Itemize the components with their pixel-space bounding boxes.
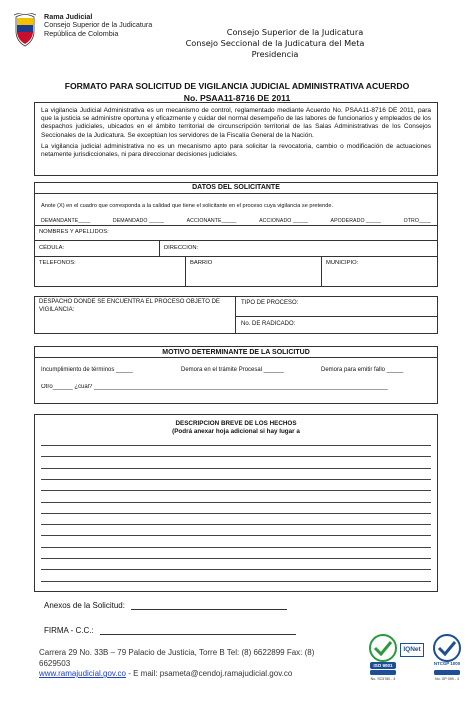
ntcgp-number: No. GP 059 - 4 <box>435 677 459 681</box>
despacho-right-column <box>235 297 437 333</box>
description-writing-line[interactable] <box>41 524 431 525</box>
telefonos-label: TELEFONOS: <box>39 260 76 266</box>
description-writing-line[interactable] <box>41 468 431 469</box>
nombres-label: NOMBRES Y APELLIDOS: <box>39 229 109 235</box>
description-writing-line[interactable] <box>41 502 431 503</box>
description-writing-line[interactable] <box>41 490 431 491</box>
description-writing-line[interactable] <box>41 569 431 570</box>
descripcion-title-block <box>35 415 437 435</box>
telefonos-row <box>35 256 437 287</box>
descripcion-section <box>34 414 438 592</box>
cedula-field[interactable] <box>35 241 159 256</box>
motivo-option-terminos[interactable]: Incumplimiento de términos _____ <box>41 367 133 373</box>
intro-box <box>34 102 438 176</box>
description-writing-line[interactable] <box>41 535 431 536</box>
descripcion-subtitle: (Podrá anexar hoja adicional si hay lugar a <box>172 427 300 435</box>
motivo-option-otro[interactable]: Otro______ ¿cuál? ________________________________________________________________________________________ <box>41 384 388 390</box>
role-demandado[interactable]: DEMANDADO _____ <box>112 218 164 224</box>
telefonos-field[interactable] <box>35 257 185 287</box>
header-institution <box>150 27 400 60</box>
intro-paragraph-1: La vigilancia Judicial Administrativa es un mecanismo de control, reglamentado mediante Acuerdo No. PSAA11-8716 DE 2011, para que la justicia se administre oportuna y eficazmente y cuidar del normal desempeño de las labores de funcionarios y empleados de los despachos judiciales, ubicados en el ámbito territorial de circunscripción territorial de las Salas Administrativas de los Consejos Seccionales de la Judicatura. Se exceptúan los servidores de la Fiscalía General de la Nación. <box>41 107 431 139</box>
brand-block <box>44 13 152 38</box>
anexos-input-line[interactable] <box>131 602 287 610</box>
nombres-field[interactable] <box>35 226 437 240</box>
address-line2: 6629503 <box>39 658 71 668</box>
role-apoderado[interactable]: APODERADO _____ <box>330 218 382 224</box>
descripcion-title: DESCRIPCION BREVE DE LOS HECHOS <box>175 420 297 427</box>
header-line-consejo-seccional: Consejo Seccional de la Judicatura del Meta <box>185 38 365 48</box>
nombres-row <box>35 225 437 240</box>
firma-row <box>44 626 296 635</box>
address-line1: Carrera 29 No. 33B – 79 Palacio de Justicia, Torre B Tel: (8) 6622899 Fax: (8) <box>39 648 315 657</box>
footer-address <box>39 648 389 680</box>
cedula-row <box>35 240 437 256</box>
description-writing-line[interactable] <box>41 456 431 457</box>
motivo-option-fallo[interactable]: Demora para emitir fallo _____ <box>321 367 404 373</box>
anexos-row <box>44 601 287 610</box>
despacho-field[interactable] <box>35 297 235 333</box>
anote-instruction: Anote (X) en el cuadro que corresponda a la calidad que tiene el solicitante en el proceso cuya vigilancia se pretende. <box>41 203 333 209</box>
motivo-option-tramite[interactable]: Demora en el trámite Procesal ______ <box>181 367 284 373</box>
tipo-proceso-label: TIPO DE PROCESO: <box>241 300 299 306</box>
form-title-line2: No. PSAA11-8716 DE 2011 <box>183 93 291 103</box>
role-accionante[interactable]: ACCIONANTE_____ <box>186 218 237 224</box>
municipio-label: MUNICIPIO: <box>326 260 359 266</box>
barrio-label: BARRIO <box>190 260 213 266</box>
iso-number: No. SC5780 - 4 <box>370 677 396 681</box>
radicado-label: No. DE RADICADO: <box>241 321 296 327</box>
divider <box>35 193 437 194</box>
contact-line <box>39 669 389 680</box>
motivo-header <box>35 347 437 358</box>
brand-line-consejo: Consejo Superior de la Judicatura <box>44 20 153 30</box>
brand-line-republica: República de Colombia <box>44 28 119 38</box>
description-writing-line[interactable] <box>41 513 431 514</box>
iso-label: ISO 9001 <box>373 663 393 668</box>
cedula-label: CÉDULA: <box>39 245 65 251</box>
datos-solicitante-section <box>34 182 438 287</box>
direccion-field[interactable] <box>159 241 437 256</box>
motivo-title: MOTIVO DETERMINANTE DE LA SOLICITUD <box>162 349 310 356</box>
ntcgp-label: NTCGP 1000 <box>433 661 461 666</box>
description-writing-line[interactable] <box>41 581 431 582</box>
despacho-label: DESPACHO DONDE SE ENCUENTRA EL PROCESO OBJETO DE VIGILANCIA: <box>39 299 220 313</box>
firma-label: FIRMA - C.C.: <box>44 626 94 635</box>
role-otro[interactable]: OTRO____ <box>403 218 431 224</box>
role-demandante[interactable]: DEMANDANTE____ <box>41 218 91 224</box>
form-title-line1: FORMATO PARA SOLICITUD DE VIGILANCIA JUDICIAL ADMINISTRATIVA ACUERDO <box>64 81 410 91</box>
municipio-field[interactable] <box>321 257 437 287</box>
colombia-coat-of-arms-logo <box>12 13 38 47</box>
header-line-presidencia: Presidencia <box>251 49 299 59</box>
ntcgp-1000-certification-logo <box>432 633 462 692</box>
intro-paragraph-2: La vigilancia judicial administrativa no es un mecanismo apto para solicitar la revocatoria, cambio o modificación de actuaciones netamente jurisdiccionales, ni para direccionar decisiones judiciales. <box>41 142 431 159</box>
radicado-field[interactable] <box>236 316 437 333</box>
despacho-section <box>34 296 438 334</box>
iqnet-label: IQNet <box>400 643 424 657</box>
website-link[interactable]: www.ramajudicial.gov.co <box>39 669 126 678</box>
barrio-field[interactable] <box>185 257 321 287</box>
tipo-proceso-field[interactable] <box>236 297 437 316</box>
description-writing-line[interactable] <box>41 479 431 480</box>
header-line-consejo-superior: Consejo Superior de la Judicatura <box>226 27 364 37</box>
roles-row <box>41 218 431 224</box>
form-title <box>30 80 444 104</box>
iso-9001-certification-logo <box>368 633 398 692</box>
description-writing-line[interactable] <box>41 558 431 559</box>
direccion-label: DIRECCION: <box>164 245 199 251</box>
iqnet-logo <box>400 643 430 657</box>
anexos-label: Anexos de la Solicitud: <box>44 601 125 610</box>
datos-section-title: DATOS DEL SOLICITANTE <box>192 184 280 191</box>
role-accionado[interactable]: ACCIONADO _____ <box>259 218 308 224</box>
motivo-section <box>34 346 438 404</box>
brand-line-rama: Rama Judicial <box>44 12 93 21</box>
firma-input-line[interactable] <box>100 627 296 635</box>
description-writing-line[interactable] <box>41 547 431 548</box>
email-text: - E mail: psameta@cendoj.ramajudicial.gov.co <box>126 669 293 678</box>
description-writing-line[interactable] <box>41 445 431 446</box>
